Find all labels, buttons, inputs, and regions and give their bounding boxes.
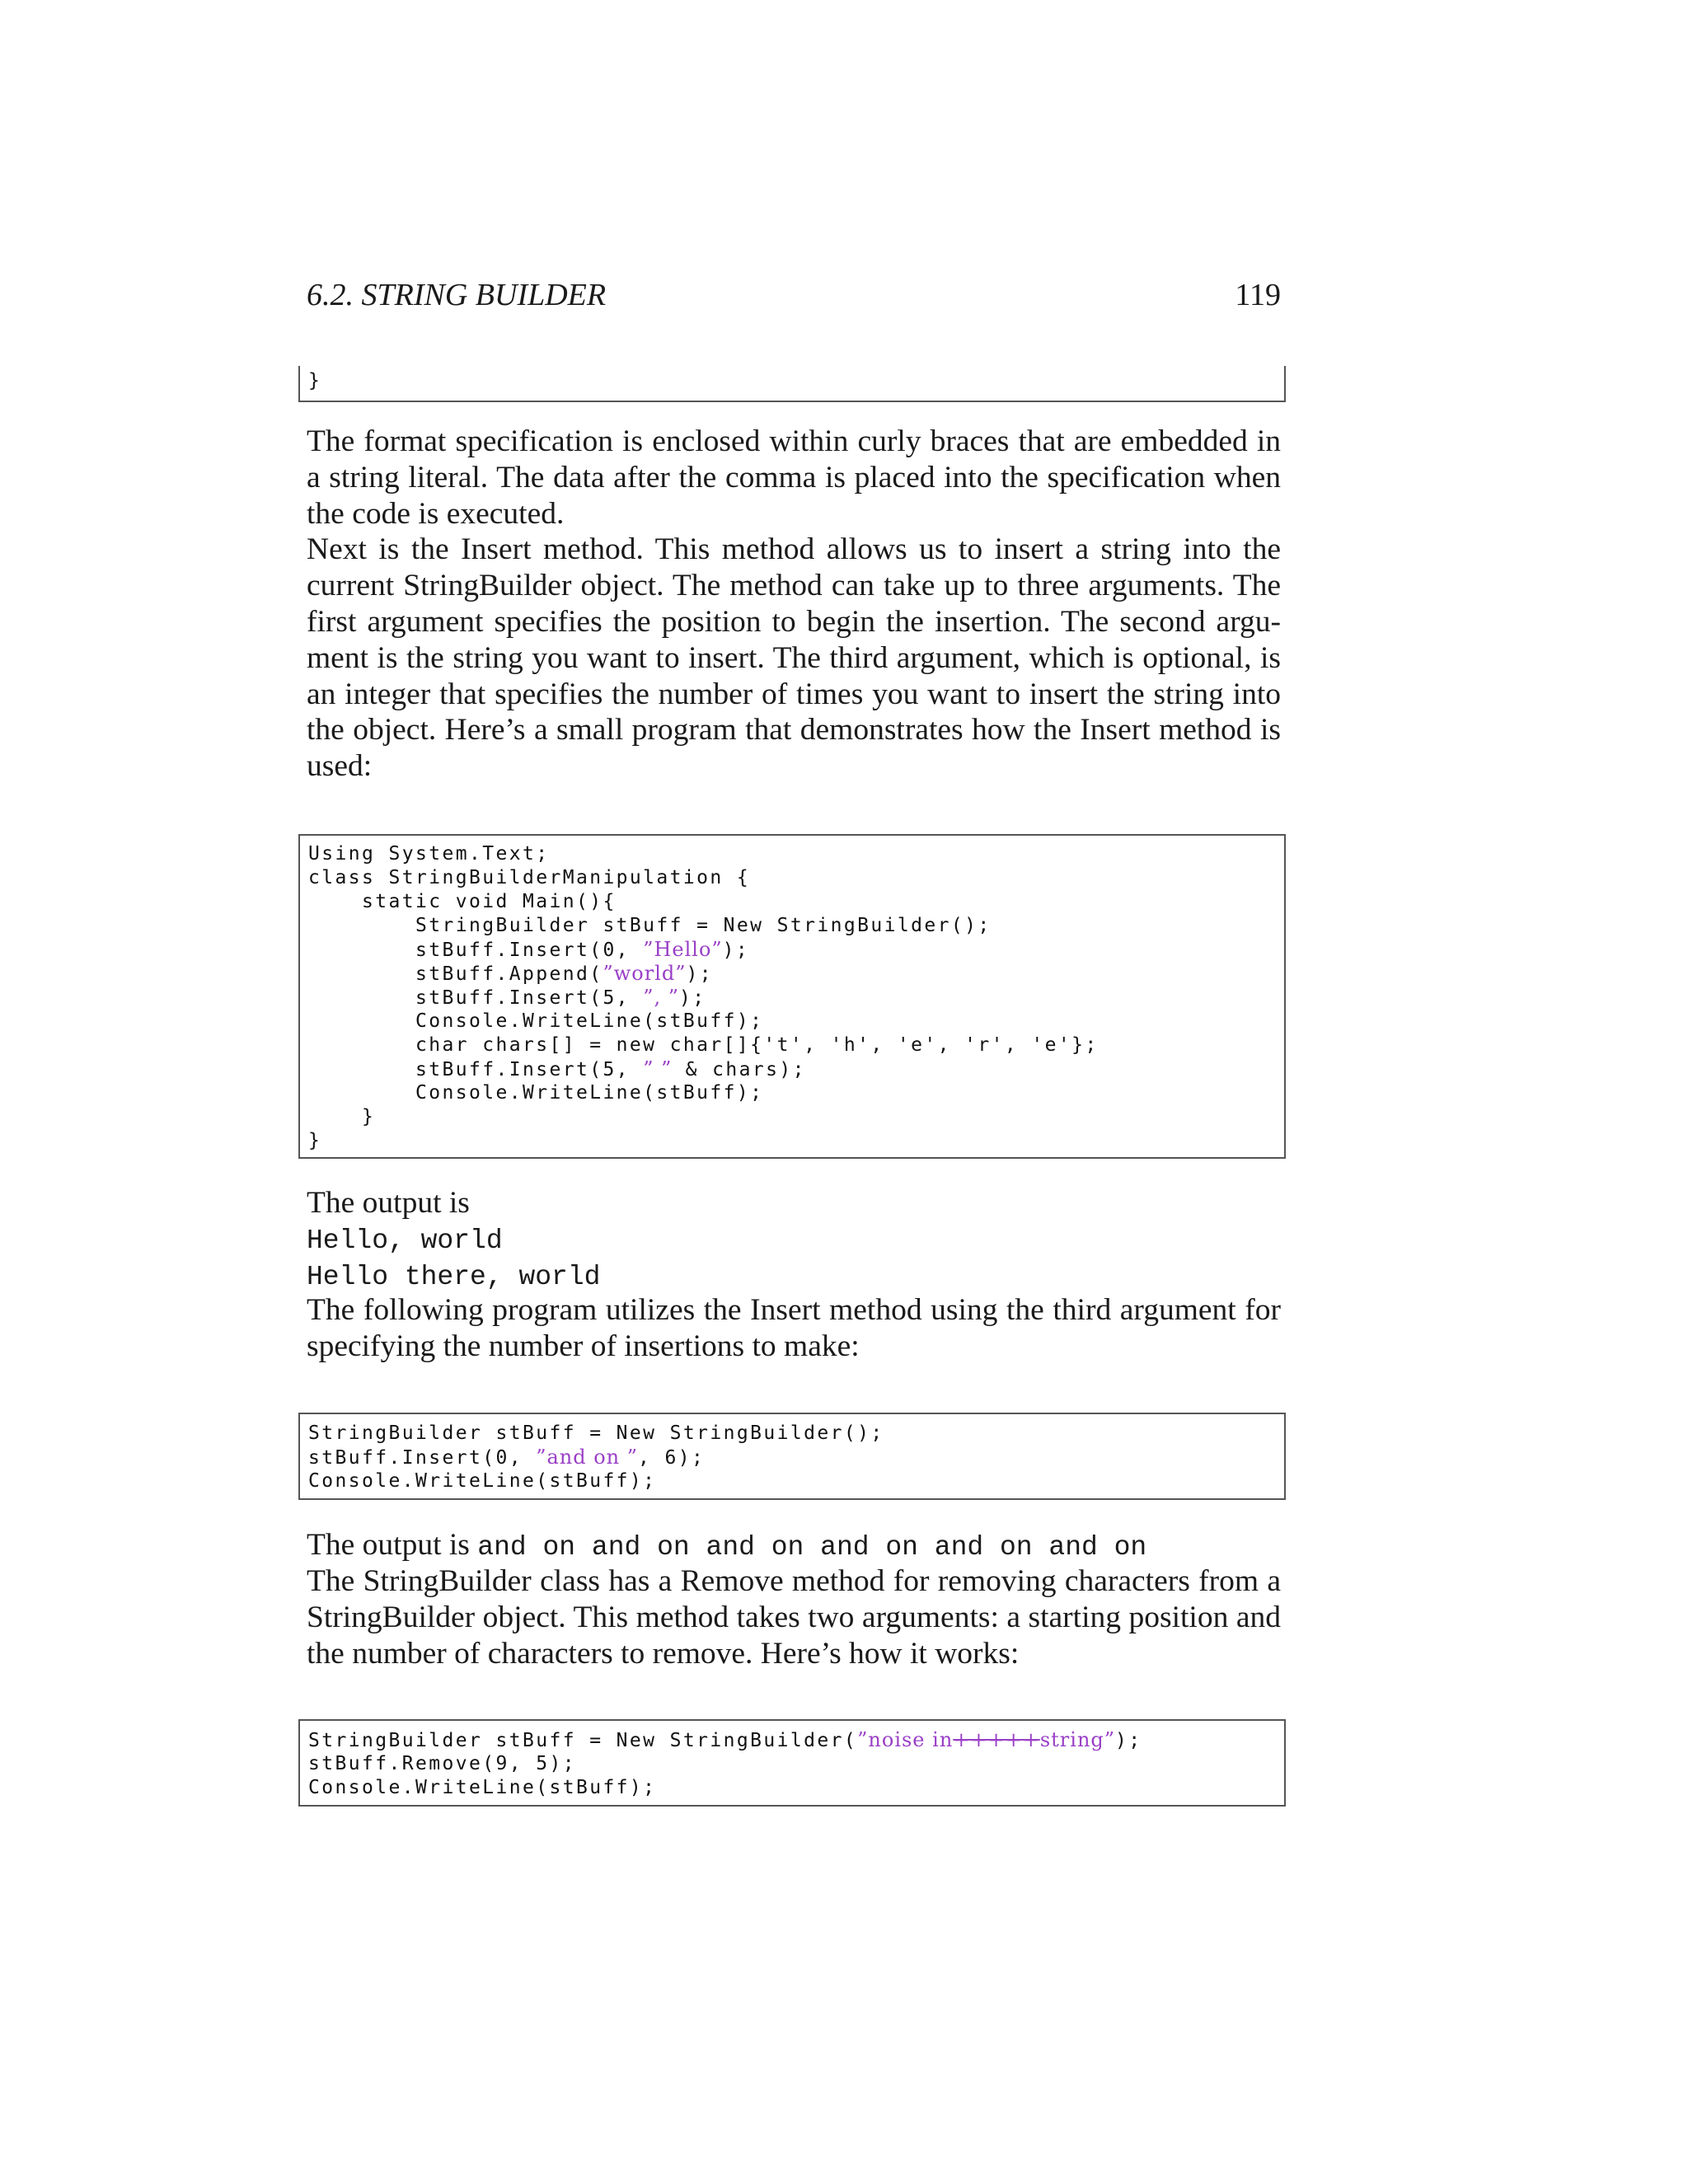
code-line [308, 1728, 1142, 1752]
code-line: stBuff.Remove(9, 5); [308, 1753, 576, 1774]
output-label: The output is [307, 1186, 470, 1220]
string-literal: ”world” [603, 962, 687, 985]
code-listing-remove [298, 1719, 1286, 1807]
section-title: 6.2. STRING BUILDER [307, 278, 607, 312]
page-number: 119 [1235, 278, 1281, 312]
body-paragraph-third-argument [307, 1292, 1281, 1365]
output-line: Hello there, world [307, 1262, 601, 1292]
string-part-struck: +++++ [953, 1728, 1040, 1751]
code-line [308, 1057, 806, 1081]
output-sentence [307, 1527, 1146, 1566]
code-line: Console.WriteLine(stBuff); [308, 1082, 764, 1104]
code-line [308, 938, 749, 962]
code-text: stBuff.Insert(5, [308, 987, 644, 1009]
code-line: Console.WriteLine(stBuff); [308, 1777, 657, 1798]
paragraph-text: The StringBuilder class has a Remove method for removing characters from a StringBuilder object. This method takes two arguments: a starting position and the number of characters to remove. Here’s how it works: [307, 1564, 1281, 1671]
code-line: Using System.Text; [308, 843, 550, 865]
string-part: string” [1039, 1728, 1116, 1751]
code-listing-insert-repeat [298, 1413, 1286, 1500]
code-line: char chars[] = new char[]{'t', 'h', 'e', 'r', 'e'}; [308, 1034, 1099, 1056]
string-literal [857, 1728, 1115, 1751]
string-literal: ”Hello” [643, 938, 723, 961]
string-literal: ”and on ” [536, 1446, 639, 1469]
code-text: ); [722, 940, 750, 961]
code-text: stBuff.Insert(5, [308, 1059, 644, 1080]
output-value: and on and on and on and on and on and on [477, 1532, 1147, 1563]
code-line: static void Main(){ [308, 891, 617, 912]
running-header [307, 277, 1281, 316]
output-line: Hello, world [307, 1226, 503, 1256]
code-line: } [308, 1106, 376, 1127]
code-line: class StringBuilderManipulation { [308, 867, 751, 888]
code-text: stBuff.Insert(0, [308, 940, 644, 961]
string-literal: ”, ” [643, 986, 679, 1009]
code-line: } [308, 370, 322, 391]
paragraph-format-spec: The format specification is enclosed within curly braces that are embedded in a string literal. The data after the comma is placed into the specification when the code is executed. [307, 424, 1281, 531]
string-literal: ” ” [643, 1057, 673, 1080]
paragraph-text: The following program utilizes the Insert method using the third argument for specifying the number of insertions to make: [307, 1293, 1281, 1363]
code-line: StringBuilder stBuff = New StringBuilder(); [308, 1422, 884, 1444]
code-text: ); [1115, 1730, 1142, 1751]
code-line [308, 1446, 705, 1469]
code-text: , 6); [638, 1447, 706, 1469]
paragraph-insert-method: Next is the Insert method. This method allows us to insert a string into the current StringBuilder object. The method can take up to three arguments. The first argument specifies the position to begin the insertion. The second argu- ment is the string you want to insert. The third argument, which is optional, is an integer that specifies the number of times you want to insert the string into the object. Here’s a small program that demonstrates how the Insert method is used: [307, 532, 1281, 784]
string-part: ”noise in [857, 1728, 954, 1751]
code-text: & chars); [672, 1059, 806, 1080]
code-line: } [308, 1130, 322, 1151]
code-text: stBuff.Insert(0, [308, 1447, 537, 1469]
code-listing-insert [298, 834, 1286, 1159]
code-text: ); [686, 963, 713, 985]
body-paragraph-insert-intro [307, 424, 1281, 785]
output-label: The output is [307, 1528, 478, 1562]
body-paragraph-remove-method [307, 1563, 1281, 1671]
code-text: ); [678, 987, 706, 1009]
code-text: stBuff.Append( [308, 963, 603, 985]
code-text: StringBuilder stBuff = New StringBuilder( [308, 1730, 858, 1751]
code-line: Console.WriteLine(stBuff); [308, 1010, 764, 1032]
code-line [308, 962, 713, 986]
code-line [308, 986, 706, 1010]
code-listing-continuation [298, 366, 1286, 402]
code-line: StringBuilder stBuff = New StringBuilder(); [308, 915, 992, 936]
code-line: Console.WriteLine(stBuff); [308, 1470, 657, 1492]
